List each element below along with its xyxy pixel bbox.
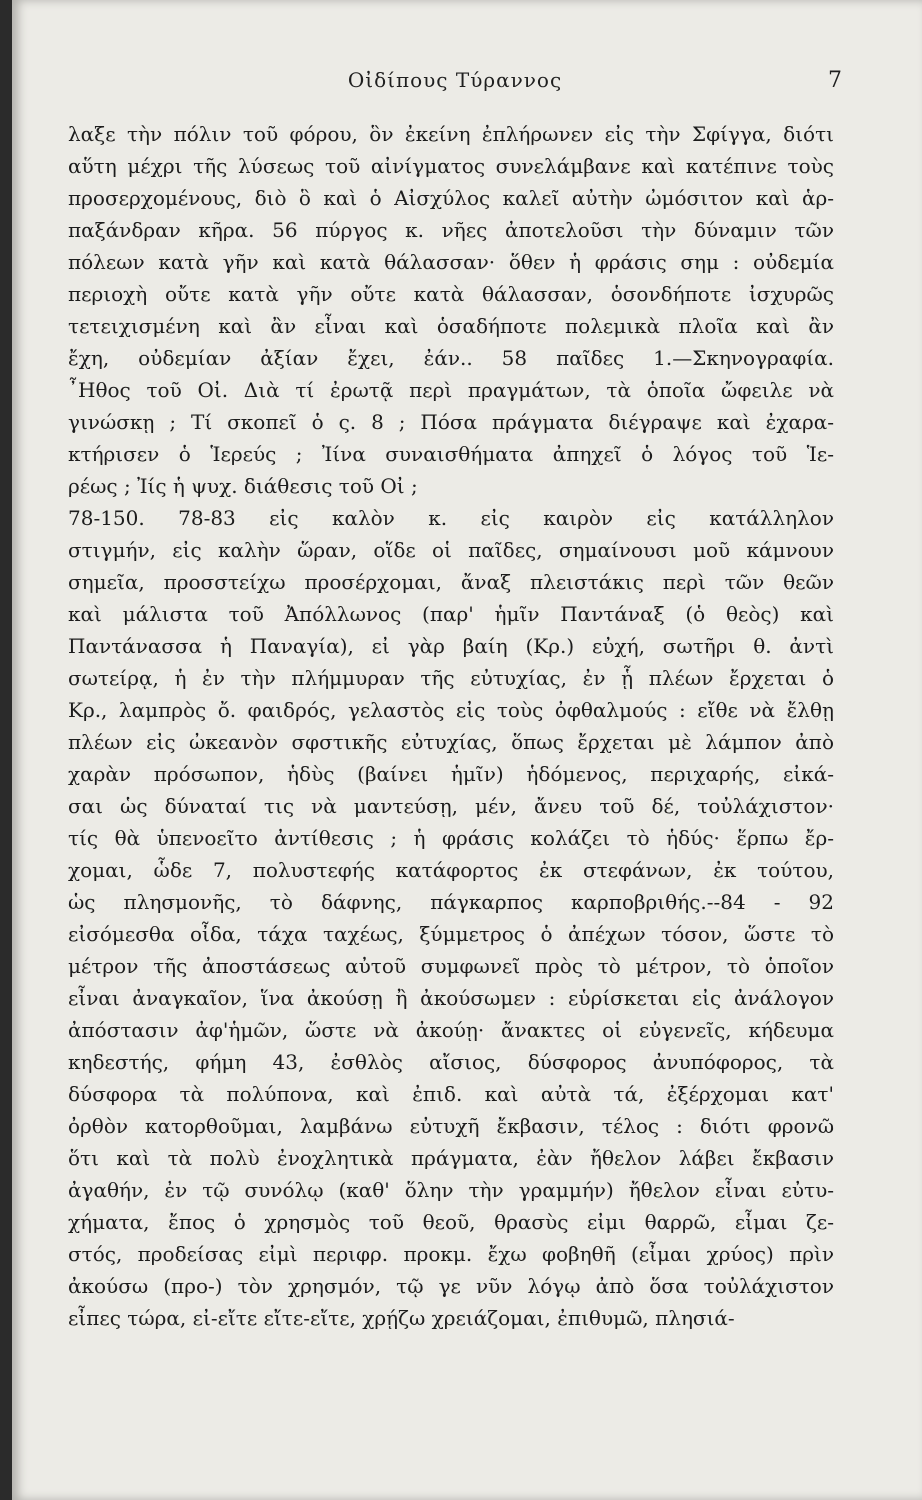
- text-line: ἀκούσω (προ-) τὸν χρησμόν, τῷ γε νῦν λόγῳ ἀπὸ ὅσα τοὐλάχιστον: [68, 1274, 834, 1298]
- text-line: ἀγαθήν, ἐν τῷ συνόλῳ (καθ' ὅλην τὴν γραμμήν) ἤθελον εἶναι εὐτυ-: [68, 1178, 834, 1202]
- text-line: χομαι, ὧδε 7, πολυστεφής κατάφορτος ἐκ στεφάνων, ἐκ τούτου,: [68, 858, 834, 882]
- text-line: τίς θὰ ὑπενοεῖτο ἀντίθεσις ; ἡ φράσις κολάζει τὸ ἡδύς· ἕρπω ἔρ-: [68, 826, 834, 850]
- text-line: 78-150. 78-83 εἰς καλὸν κ. εἰς καιρὸν εἰς κατάλληλον: [68, 506, 834, 530]
- text-line: κηδεστής, φήμη 43, ἐσθλὸς αἴσιος, δύσφορος ἀνυπόφορος, τὰ: [68, 1050, 834, 1074]
- text-line: κτήρισεν ὁ Ἱερεύς ; Ἰίνα συναισθήματα ἀπηχεῖ ὁ λόγος τοῦ Ἱε-: [68, 442, 834, 466]
- text-line: εἶναι ἀναγκαῖον, ἵνα ἀκούσῃ ἢ ἀκούσωμεν : εὑρίσκεται εἰς ἀνάλογον: [68, 986, 834, 1010]
- text-line: ρέως ; Ἰίς ἡ ψυχ. διάθεσις τοῦ Οἰ ;: [68, 474, 418, 498]
- text-line: προσερχομένους, διὸ ὃ καὶ ὁ Αἰσχύλος καλεῖ αὐτὴν ὠμόσιτον καὶ ἁρ-: [68, 186, 834, 210]
- text-line: καὶ μάλιστα τοῦ Ἀπόλλωνος (παρ' ἡμῖν Παντάναξ (ὁ θεὸς) καὶ: [68, 602, 834, 626]
- commentary-text: [68, 118, 834, 1334]
- text-line: γινώσκῃ ; Τί σκοπεῖ ὁ ς. 8 ; Πόσα πράγματα διέγραψε καὶ ἐχαρα-: [68, 410, 834, 434]
- text-line: μέτρον τῆς ἀποστάσεως αὐτοῦ συμφωνεῖ πρὸς τὸ μέτρον, τὸ ὁποῖον: [68, 954, 834, 978]
- text-line: αὕτη μέχρι τῆς λύσεως τοῦ αἰνίγματος συνελάμβανε καὶ κατέπινε τοὺς: [68, 154, 834, 178]
- text-line: εἶπες τώρα, εἰ-εἴτε εἴτε-εἴτε, χρῄζω χρειάζομαι, ἐπιθυμῶ, πλησιά-: [68, 1306, 735, 1330]
- text-line: τετειχισμένη καὶ ἂν εἶναι καὶ ὁσαδήποτε πολεμικὰ πλοῖα καὶ ἂν: [68, 314, 834, 338]
- book-page: [12, 0, 922, 1500]
- text-line: χήματα, ἔπος ὁ χρησμὸς τοῦ θεοῦ, θρασὺς εἰμι θαρρῶ, εἶμαι ζε-: [68, 1210, 834, 1234]
- text-line: ἀπόστασιν ἀφ'ἡμῶν, ὥστε νὰ ἀκούῃ· ἄνακτες οἱ εὐγενεῖς, κήδευμα: [68, 1018, 834, 1042]
- text-line: σαι ὡς δύναταί τις νὰ μαντεύσῃ, μέν, ἄνευ τοῦ δέ, τοὐλάχιστον·: [68, 794, 834, 818]
- text-line: σημεῖα, προσστείχω προσέρχομαι, ἄναξ πλειστάκις περὶ τῶν θεῶν: [68, 570, 834, 594]
- text-line: ὀρθὸν κατορθοῦμαι, λαμβάνω εὐτυχῆ ἔκβασιν, τέλος : διότι φρονῶ: [68, 1114, 834, 1138]
- text-line: ὡς πλησμονῆς, τὸ δάφνης, πάγκαρπος καρποβριθής.--84 - 92: [68, 890, 834, 914]
- page-number: 7: [828, 68, 842, 93]
- text-line: δύσφορα τὰ πολύπονα, καὶ ἐπιδ. καὶ αὐτὰ τά, ἐξέρχομαι κατ': [68, 1082, 834, 1106]
- page-header: [68, 68, 842, 98]
- text-line: πλέων εἰς ὠκεανὸν σφστικῆς εὐτυχίας, ὅπως ἔρχεται μὲ λάμπον ἀπὸ: [68, 730, 834, 754]
- text-line: Παντάνασσα ἡ Παναγία), εἰ γὰρ βαίη (Κρ.) εὐχή, σωτῆρι θ. ἀντὶ: [68, 634, 834, 658]
- text-line: χαρὰν πρόσωπον, ἡδὺς (βαίνει ἡμῖν) ἡδόμενος, περιχαρής, εἰκά-: [68, 762, 834, 786]
- text-line: πόλεων κατὰ γῆν καὶ κατὰ θάλασσαν· ὅθεν ἡ φράσις σημ : οὐδεμία: [68, 250, 834, 274]
- text-line: ὅτι καὶ τὰ πολὺ ἐνοχλητικὰ πράγματα, ἐὰν ἤθελον λάβει ἔκβασιν: [68, 1146, 834, 1170]
- text-line: λαξε τὴν πόλιν τοῦ φόρου, ὃν ἐκείνη ἐπλήρωνεν εἰς τὴν Σφίγγα, διότι: [68, 122, 834, 146]
- text-line: σωτείρᾳ, ἡ ἐν τὴν πλήμμυραν τῆς εὐτυχίας, ἐν ᾗ πλέων ἔρχεται ὁ: [68, 666, 834, 690]
- text-line: παξάνδραν κῆρα. 56 πύργος κ. νῆες ἀποτελοῦσι τὴν δύναμιν τῶν: [68, 218, 834, 242]
- running-title: Οἰδίπους Τύραννος: [347, 68, 563, 92]
- text-line: ῏Ηθος τοῦ Οἰ. Διὰ τί ἐρωτᾷ περὶ πραγμάτων, τὰ ὁποῖα ὤφειλε νὰ: [68, 378, 834, 402]
- text-line: στιγμήν, εἰς καλὴν ὥραν, οἵδε οἱ παῖδες, σημαίνουσι μοῦ κάμνουν: [68, 538, 834, 562]
- text-line: περιοχὴ οὔτε κατὰ γῆν οὔτε κατὰ θάλασσαν, ὁσονδήποτε ἰσχυρῶς: [68, 282, 834, 306]
- text-line: στός, προδείσας εἰμὶ περιφρ. προκμ. ἔχω φοβηθῆ (εἶμαι χρύος) πρὶν: [68, 1242, 834, 1266]
- text-line: εἰσόμεσθα οἶδα, τάχα ταχέως, ξύμμετρος ὁ ἀπέχων τόσον, ὥστε τὸ: [68, 922, 834, 946]
- text-line: Κρ., λαμπρὸς ὄ. φαιδρός, γελαστὸς εἰς τοὺς ὀφθαλμούς : εἴθε νὰ ἔλθῃ: [68, 698, 834, 722]
- text-line: ἔχη, οὐδεμίαν ἀξίαν ἔχει, ἐάν.. 58 παῖδες 1.—Σκηνογραφία.: [68, 346, 834, 370]
